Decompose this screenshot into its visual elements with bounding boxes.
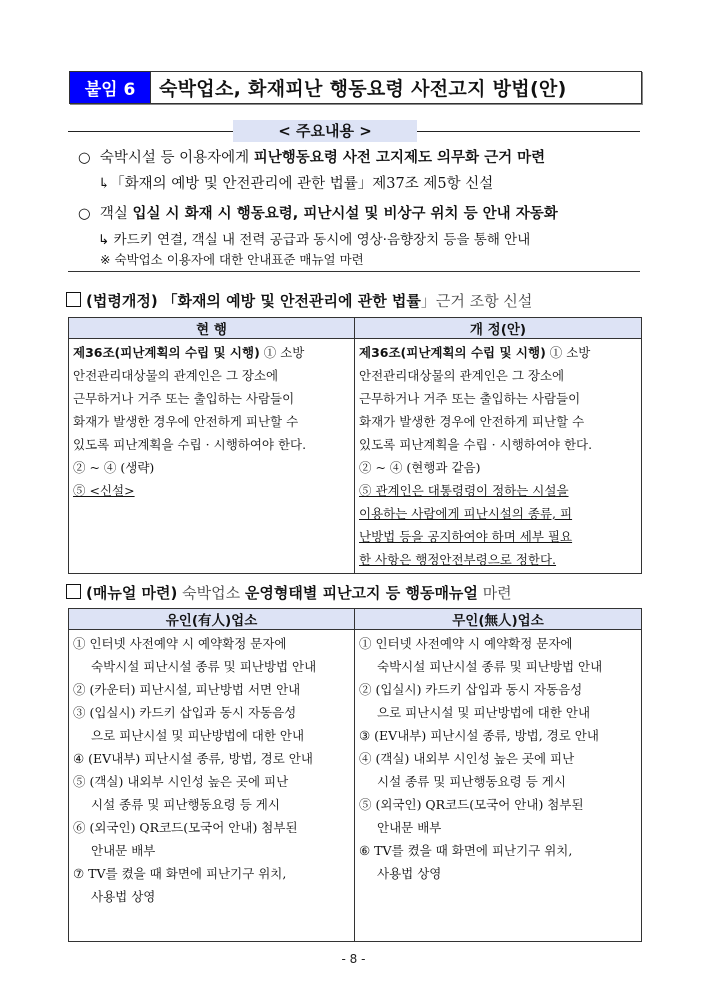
checkbox-square-icon bbox=[66, 292, 81, 307]
manual-table bbox=[68, 608, 642, 942]
summary-bottom-divider bbox=[68, 271, 640, 272]
staffed-cell: ① 인터넷 사전예약 시 예약확정 문자에 숙박시설 피난시설 종류 및 피난방법 안내 ② (카운터) 피난시설, 피난방법 서면 안내 ③ (입실시) 카드키 삽입과 동시 자동음성 으로 피난시설 및 피난방법에 대한 안내 ④ (EV내부) 피난시설 종류, 방법, 경로 안내 ⑤ (객실) 내외부 시인성 높은 곳에 피난 시설 종류 및 피난행동요령 등 게시 ⑥ (외국인) QR코드(모국어 안내) 첨부된 안내문 배부 ⑦ TV를 켰을 때 화면에 피난기구 위치, 사용법 상영 bbox=[69, 630, 355, 942]
unstaffed-cell: ① 인터넷 사전예약 시 예약확정 문자에 숙박시설 피난시설 종류 및 피난방법 안내 ② (입실시) 카드키 삽입과 동시 자동음성 으로 피난시설 및 피난방법에 대한 안내 ③ (EV내부) 피난시설 종류, 방법, 경로 안내 ④ (객실) 내외부 시인성 높은 곳에 피난 시설 종류 및 피난행동요령 등 게시 ⑤ (외국인) QR코드(모국어 안내) 첨부된 안내문 배부 ⑥ TV를 켰을 때 화면에 피난기구 위치, 사용법 상영 bbox=[355, 630, 642, 942]
section-manual: (매뉴얼 마련) 숙박업소 운영형태별 피난고지 등 행동매뉴얼 마련 bbox=[66, 582, 512, 603]
section-law-amendment: (법령개정) 「화재의 예방 및 안전관리에 관한 법률」근거 조항 신설 bbox=[66, 290, 532, 311]
law-comparison-table bbox=[68, 317, 642, 574]
summary-item-2: ○ 객실 입실 시 화재 시 행동요령, 피난시설 및 비상구 위치 등 안내 자동화 bbox=[78, 206, 558, 222]
summary-sub-1: ↳「화재의 예방 및 안전관리에 관한 법률」제37조 제5항 신설 bbox=[98, 176, 494, 192]
new-clause-line: 한 사항은 행정안전부령으로 정한다. bbox=[359, 552, 557, 567]
new-clause-line: 난방법 등을 공지하여야 하며 세부 필요 bbox=[359, 529, 573, 544]
attachment-tag: 붙임 6 bbox=[70, 72, 151, 103]
title-box bbox=[69, 71, 642, 104]
header-proposed: 개 정(안) bbox=[355, 318, 642, 339]
new-clause-placeholder: ⑤ <신설> bbox=[73, 483, 135, 498]
new-clause-line: ⑤ 관계인은 대통령령이 정하는 시설을 bbox=[359, 483, 569, 498]
page-title: 숙박업소, 화재피난 행동요령 사전고지 방법(안) bbox=[151, 72, 641, 103]
page-number: - 8 - bbox=[341, 952, 366, 966]
summary-note: ※ 숙박업소 이용자에 대한 안내표준 매뉴얼 마련 bbox=[100, 252, 364, 267]
current-law-cell: 제36조(피난계획의 수립 및 시행) ① 소방 안전관리대상물의 관계인은 그 장소에 근무하거나 거주 또는 출입하는 사람들이 화재가 발생한 경우에 안전하게 피난할 수 있도록 피난계획을 수립 · 시행하여야 한다. ② ~ ④ (생략) ⑤ <신설> bbox=[69, 339, 355, 574]
header-unstaffed: 무인(無人)업소 bbox=[355, 609, 642, 630]
header-current: 현 행 bbox=[69, 318, 355, 339]
bullet: ○ bbox=[78, 150, 91, 166]
summary-item-1: ○ 숙박시설 등 이용자에게 피난행동요령 사전 고지제도 의무화 근거 마련 bbox=[78, 150, 546, 166]
bullet: ○ bbox=[78, 206, 91, 222]
checkbox-square-icon bbox=[66, 584, 81, 599]
summary-label: < 주요내용 > bbox=[233, 120, 417, 142]
proposed-law-cell: 제36조(피난계획의 수립 및 시행) ① 소방 안전관리대상물의 관계인은 그 장소에 근무하거나 거주 또는 출입하는 사람들이 화재가 발생한 경우에 안전하게 피난할 수 있도록 피난계획을 수립 · 시행하여야 한다. ② ~ ④ (현행과 같음) ⑤ 관계인은 대통령령이 정하는 시설을 이용하는 사람에게 피난시설의 종류, 피 난방법 등을 공지하여야 하며 세부 필요 한 사항은 행정안전부령으로 정한다. bbox=[355, 339, 642, 574]
header-staffed: 유인(有人)업소 bbox=[69, 609, 355, 630]
summary-sub-2: ↳ 카드키 연결, 객실 내 전력 공급과 동시에 영상·음향장치 등을 통해 안내 bbox=[98, 232, 531, 248]
new-clause-line: 이용하는 사람에게 피난시설의 종류, 피 bbox=[359, 506, 573, 521]
